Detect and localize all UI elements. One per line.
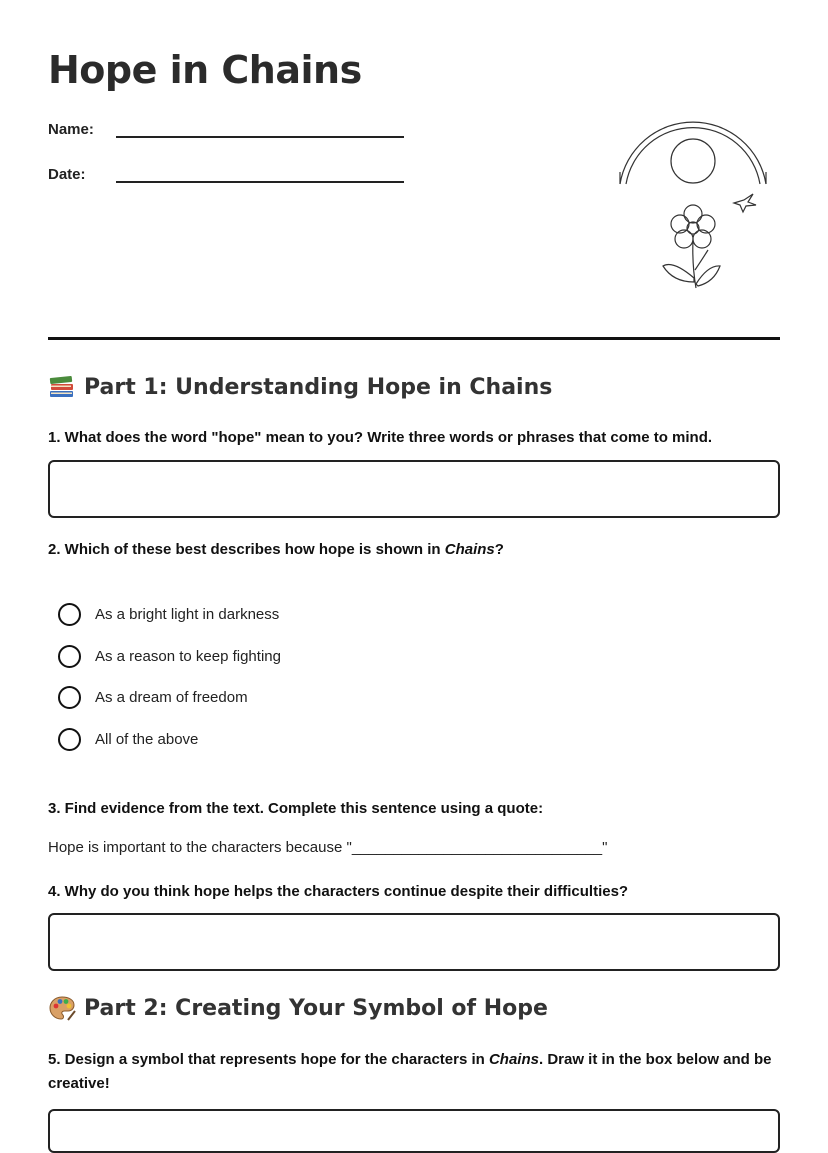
question-3: 3. Find evidence from the text. Complete this sentence using a quote: bbox=[48, 800, 544, 817]
option-label: As a bright light in darkness bbox=[95, 606, 280, 623]
part2-heading bbox=[48, 995, 548, 1021]
question-4: 4. Why do you think hope helps the characters continue despite their difficulties? bbox=[48, 883, 629, 900]
page-title: Hope in Chains bbox=[48, 48, 362, 92]
q2-option-c[interactable] bbox=[58, 686, 248, 709]
header-divider bbox=[48, 337, 780, 340]
option-label: As a reason to keep fighting bbox=[95, 648, 281, 665]
part1-heading bbox=[48, 374, 552, 400]
name-field[interactable] bbox=[48, 118, 404, 138]
question-2 bbox=[48, 538, 780, 562]
q2-option-a[interactable] bbox=[58, 603, 279, 626]
q5-book-title: Chains bbox=[488, 1051, 539, 1068]
q5-prefix: 5. Design a symbol that represents hope for the characters in bbox=[48, 1051, 489, 1068]
hope-illustration-icon bbox=[568, 100, 768, 300]
name-label: Name: bbox=[48, 121, 94, 138]
q5-suffix: . Draw it in the box below and be creative! bbox=[48, 1051, 772, 1092]
radio-button[interactable] bbox=[58, 728, 81, 751]
option-label: All of the above bbox=[95, 731, 199, 748]
answer-box-4[interactable] bbox=[48, 913, 780, 971]
part2-title: Part 2: Creating Your Symbol of Hope bbox=[84, 995, 548, 1021]
name-line[interactable] bbox=[116, 118, 404, 138]
part1-title: Part 1: Understanding Hope in Chains bbox=[84, 374, 553, 400]
radio-button[interactable] bbox=[58, 603, 81, 626]
books-icon bbox=[48, 374, 76, 400]
q2-book-title: Chains bbox=[444, 541, 495, 558]
date-line[interactable] bbox=[116, 163, 404, 183]
q2-suffix: ? bbox=[494, 541, 504, 558]
date-label: Date: bbox=[48, 166, 86, 183]
option-label: As a dream of freedom bbox=[95, 689, 248, 706]
q2-prefix: 2. Which of these best describes how hope is shown in bbox=[48, 541, 445, 558]
q3-sentence[interactable]: Hope is important to the characters because "______________________________" bbox=[48, 839, 608, 856]
q2-option-b[interactable] bbox=[58, 645, 281, 668]
palette-icon bbox=[48, 995, 76, 1021]
q2-option-d[interactable] bbox=[58, 728, 198, 751]
question-1: 1. What does the word "hope" mean to you? Write three words or phrases that come to mind. bbox=[48, 429, 713, 446]
question-5 bbox=[48, 1048, 780, 1096]
radio-button[interactable] bbox=[58, 686, 81, 709]
date-field[interactable] bbox=[48, 163, 404, 183]
drawing-box-5[interactable] bbox=[48, 1109, 780, 1153]
radio-button[interactable] bbox=[58, 645, 81, 668]
answer-box-1[interactable] bbox=[48, 460, 780, 518]
